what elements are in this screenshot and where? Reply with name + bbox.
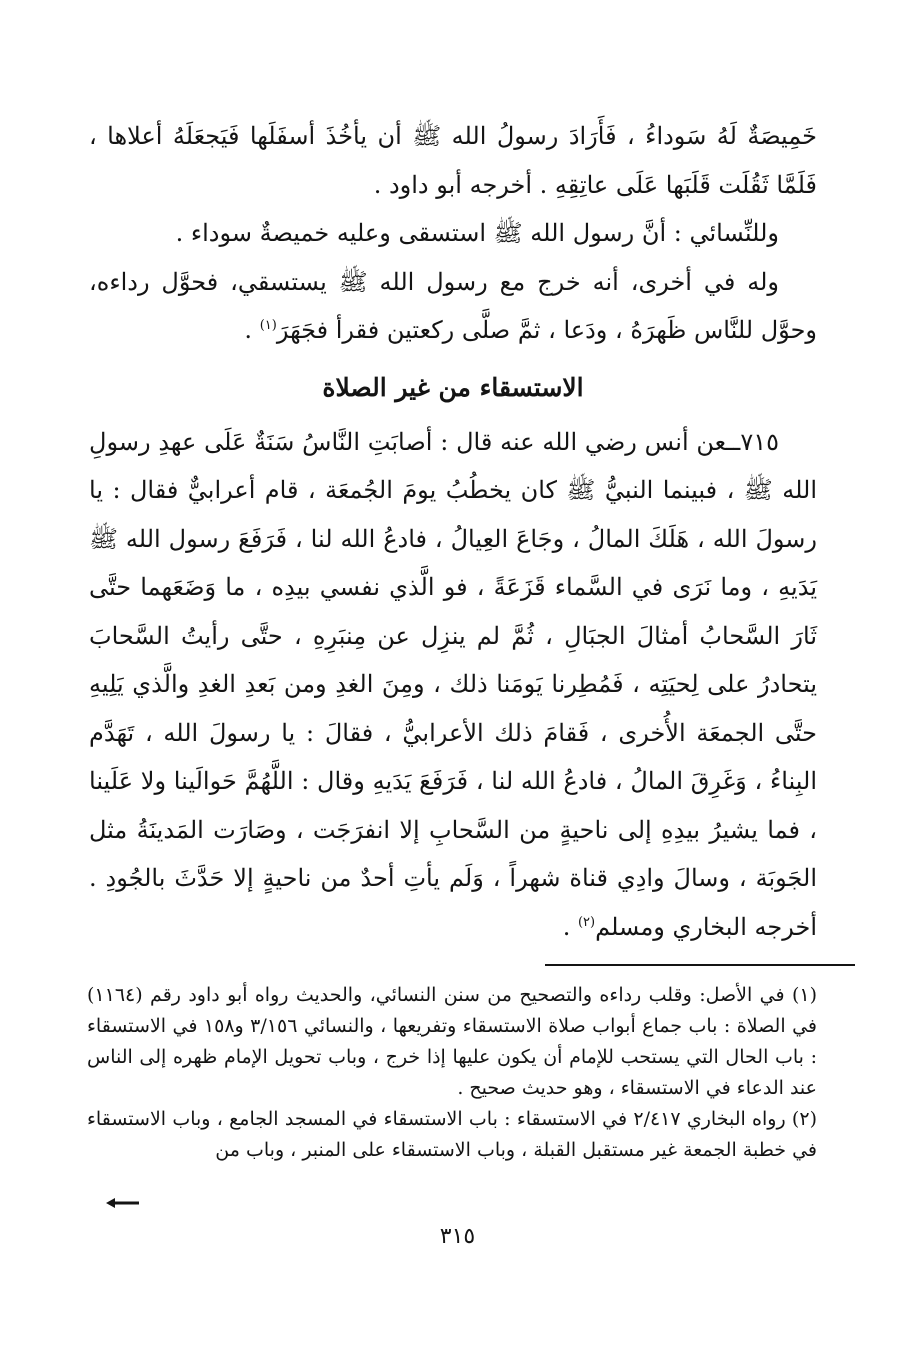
hadith-paragraph [89,418,817,952]
intro-paragraph-3 [89,258,817,355]
hadith-text-end: . [562,912,578,941]
intro-paragraph-1 [89,112,817,209]
footnote-1-text: في الأصل: وقلب رداءه والتصحيح من سنن النسائي، والحديث رواه أبو داود رقم (١١٦٤) في الصلاة : باب جماع أبواب صلاة الاستسقاء وتفريعها ، والنسائي ٣/١٥٦ و١٥٨ في الاستسقاء : باب الحال التي يستحب للإمام أن يكون عليها إذا خرج ، وباب تحويل الإمام ظهره إلى الناس عند الدعاء في الاستسقاء ، وهو حديث صحيح . [87,984,818,1099]
footnote-1-marker: (١) [791,984,817,1006]
left-arrow-icon [106,1196,140,1210]
footnote-2-text: رواه البخاري ٢/٤١٧ في الاستسقاء : باب الاستسقاء في المسجد الجامع ، وباب الاستسقاء في خطبة الجمعة غير مستقبل القبلة ، وباب الاستسقاء على المنبر ، وباب من [87,1108,817,1161]
intro-paragraph-1-text: خَمِيصَةٌ لَهُ سَوداءُ ، فَأَرَادَ رسولُ الله ﷺ أن يأخُذَ أسفَلَها فَيَجعَلَهُ أعلاها ، فَلَمَّا ثَقُلَت قَلَبَها عَلَى عاتِقِهِ . أخرجه أبو داود . [89,122,817,199]
hadith-text: عن أنس رضي الله عنه قال : أصابَتِ النَّاسُ سَنَةٌ عَلَى عهدِ رسولِ الله ﷺ ، فبينما النبيُّ ﷺ كان يخطُبُ يومَ الجُمعَة ، قام أعرابيٌّ فقال : يا رسولَ الله ، هَلَكَ المالُ ، وجَاعَ العِيالُ ، فادعُ الله لنا ، فَرَفَعَ رسول الله ﷺ يَدَيهِ ، وما نَرَى في السَّماء قَزَعَةً ، فو الَّذي نفسي بيدِه ، ما وَضَعَهما حتَّى ثَارَ السَّحابُ أمثالَ الجبَالِ ، ثُمَّ لم ينزِل عن مِنبَرِهِ ، حتَّى رأيتُ السَّحابَ يتحادرُ على لِحيَتِه ، فَمُطِرنا يَومَنا ذلك ، ومِنَ الغدِ ومن بَعدِ الغدِ والَّذي يَلِيهِ حتَّى الجمعَة الأُخرى ، فَقامَ ذلك الأعرابيُّ ، فقالَ : يا رسولَ الله ، تَهَدَّم البِناءُ ، وَغَرِقَ المالُ ، فادعُ الله لنا ، فَرَفَعَ يَدَيهِ وقال : اللَّهُمَّ حَوالَينا ولا عَلَينا ، فما يشيرُ بيدِهِ إلى ناحيةٍ من السَّحابِ إلا انفرَجَت ، وصَارَت المَدينَةُ مثل الجَوبَة ، وسالَ وادِي قناة شهراً ، وَلَم يأتِ أحدٌ من ناحيةٍ إلا حَدَّثَ بالجُودِ . أخرجه البخاري ومسلم [89,427,818,941]
hadith-number: ٧١٥ [740,427,779,456]
footnote-divider [545,964,855,966]
footnote-ref-2: (٢) [577,914,596,930]
main-text-block [89,112,817,951]
page-number: ٣١٥ [439,1224,476,1249]
footnote-2 [87,1104,817,1166]
hadith-dash: ــ [726,427,741,456]
section-title: الاستسقاء من غير الصلاة [322,372,584,402]
footnote-1 [87,980,817,1104]
footnote-2-marker: (٢) [791,1108,817,1130]
intro-paragraph-2-text: وللنِّسائي : أنَّ رسول الله ﷺ استسقى وعليه خميصةٌ سوداء . [175,219,779,247]
intro-paragraph-3-text: وله في أخرى، أنه خرج مع رسول الله ﷺ يستسقي، فحوَّل رداءه، وحوَّل للنَّاس ظَهرَهُ ، ودَعا ، ثمَّ صلَّى ركعتين فقرأ فجَهَرَ [89,267,817,344]
intro-paragraph-3-end: . [244,316,260,344]
footnotes-block [87,980,817,1166]
footnote-ref-1: (١) [259,318,277,333]
intro-paragraph-2 [89,209,817,258]
